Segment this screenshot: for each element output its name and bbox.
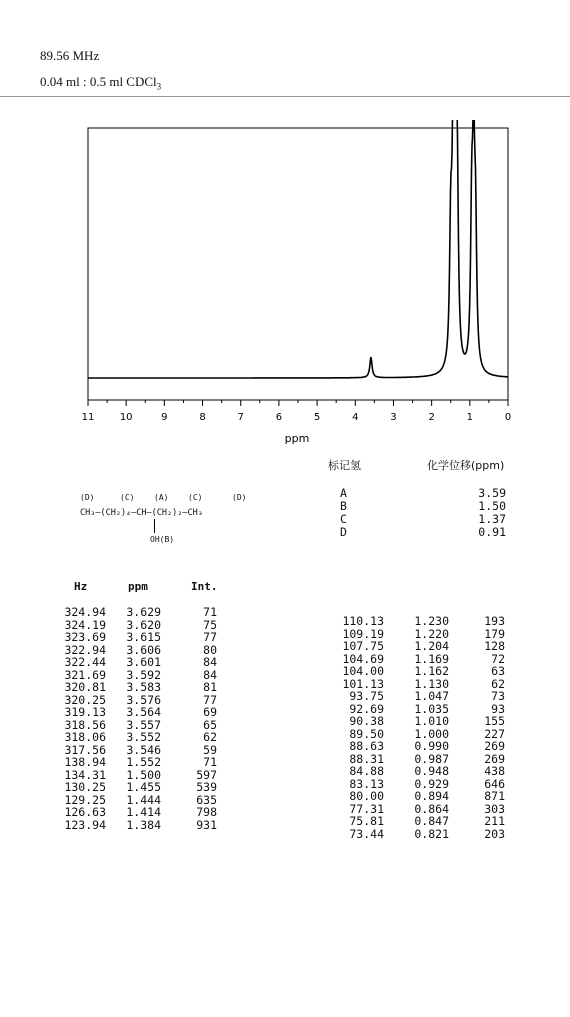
solvent-subscript: 3 <box>156 81 162 92</box>
peak-int: 211 <box>484 814 505 828</box>
peak-hz: 134.31 <box>64 767 106 782</box>
peak-hz: 83.13 <box>349 776 384 791</box>
table-row <box>64 806 217 819</box>
assign-header-label: 标记氢 <box>328 459 361 472</box>
peak-int: 81 <box>203 680 217 694</box>
nmr-spectrum-chart <box>0 120 570 450</box>
x-tick-label: 6 <box>275 412 283 423</box>
table-row <box>64 656 217 669</box>
peak-int: 179 <box>484 626 505 641</box>
peak-ppm: 3.576 <box>126 692 161 707</box>
table-row <box>340 615 505 628</box>
table-row <box>64 681 217 694</box>
peak-ppm: 1.000 <box>414 726 449 741</box>
peak-ppm: 3.615 <box>126 630 161 644</box>
peak-hz: 104.69 <box>342 651 384 666</box>
assign-shift: 3.59 <box>478 486 506 500</box>
peak-ppm: 3.606 <box>126 642 161 657</box>
x-axis-label: ppm <box>284 432 310 445</box>
struct-label-a: (A) <box>154 493 169 502</box>
peak-int: 203 <box>484 826 505 841</box>
struct-label-d2: (D) <box>232 493 247 502</box>
x-tick-label: 0 <box>504 412 512 423</box>
peak-int: 155 <box>484 714 505 728</box>
peak-hz: 109.19 <box>342 626 384 641</box>
peak-header-int: Int. <box>191 580 218 593</box>
x-axis-ticks <box>82 400 512 423</box>
table-row <box>340 765 505 778</box>
peak-int: 128 <box>484 639 505 653</box>
table-row <box>340 815 505 828</box>
assign-header-shift: 化学位移(ppm) <box>427 459 505 472</box>
peak-ppm: 3.601 <box>126 655 161 669</box>
peak-ppm: 3.620 <box>126 617 161 632</box>
peak-int: 80 <box>203 642 217 657</box>
peak-ppm: 0.821 <box>414 826 449 841</box>
table-row <box>340 526 506 539</box>
structure-bond-oh <box>154 519 155 533</box>
table-row <box>64 781 217 794</box>
peak-ppm: 1.204 <box>414 639 449 653</box>
peak-ppm: 1.169 <box>414 651 449 666</box>
peak-hz: 84.88 <box>349 764 384 778</box>
peak-hz: 88.63 <box>349 739 384 753</box>
peak-hz: 320.81 <box>64 680 106 694</box>
peak-ppm: 0.948 <box>414 764 449 778</box>
x-tick-label: 1 <box>466 412 474 423</box>
peak-hz: 110.13 <box>342 614 384 628</box>
peak-hz: 101.13 <box>342 676 384 691</box>
peak-hz: 318.06 <box>64 730 106 744</box>
peak-hz: 321.69 <box>64 667 106 682</box>
peak-int: 635 <box>196 792 217 807</box>
peak-hz: 322.94 <box>64 642 106 657</box>
assign-shift: 1.50 <box>478 499 506 513</box>
peak-hz: 80.00 <box>349 789 384 803</box>
peak-hz: 317.56 <box>64 742 106 757</box>
peak-int: 539 <box>196 780 217 794</box>
assign-label: D <box>340 525 347 539</box>
table-row <box>64 606 217 619</box>
peak-ppm: 1.455 <box>126 780 161 794</box>
table-row <box>64 819 217 832</box>
peak-ppm: 1.500 <box>126 767 161 782</box>
peak-int: 84 <box>203 667 217 682</box>
x-tick-label: 4 <box>352 412 359 423</box>
solvent-info <box>40 74 161 92</box>
peak-hz: 88.31 <box>349 751 384 766</box>
struct-label-c2: (C) <box>188 493 203 502</box>
x-tick-label: 3 <box>390 412 397 423</box>
peak-ppm: 0.864 <box>414 801 449 816</box>
peak-ppm: 0.990 <box>414 739 449 753</box>
table-row <box>64 631 217 644</box>
peak-int: 62 <box>491 676 505 691</box>
peak-hz: 90.38 <box>349 714 384 728</box>
x-tick-label: 2 <box>428 412 435 423</box>
peak-hz: 138.94 <box>64 755 106 769</box>
peak-table-right <box>340 615 505 840</box>
assign-label: B <box>340 499 347 513</box>
peak-hz: 324.94 <box>64 605 106 619</box>
peak-int: 73 <box>491 689 505 703</box>
peak-ppm: 0.894 <box>414 789 449 803</box>
table-row <box>340 828 505 841</box>
peak-hz: 123.94 <box>64 817 106 832</box>
peak-int: 303 <box>484 801 505 816</box>
assign-label: A <box>340 486 347 500</box>
structure-formula: CH₃—(CH₂)₄—CH—(CH₂)₂—CH₃ <box>80 508 203 518</box>
peak-hz: 73.44 <box>349 826 384 841</box>
peak-int: 77 <box>203 630 217 644</box>
peak-int: 597 <box>196 767 217 782</box>
peak-hz: 320.25 <box>64 692 106 707</box>
peak-header-ppm: ppm <box>128 580 148 593</box>
peak-int: 63 <box>491 664 505 678</box>
peak-int: 69 <box>203 705 217 719</box>
peak-hz: 89.50 <box>349 726 384 741</box>
table-row <box>64 706 217 719</box>
peak-int: 931 <box>196 817 217 832</box>
peak-hz: 93.75 <box>349 689 384 703</box>
peak-int: 71 <box>203 755 217 769</box>
peak-int: 646 <box>484 776 505 791</box>
peak-ppm: 1.162 <box>414 664 449 678</box>
table-row <box>340 640 505 653</box>
x-tick-label: 9 <box>161 412 168 423</box>
header-divider <box>0 96 570 97</box>
peak-ppm: 3.557 <box>126 717 161 732</box>
table-row <box>340 690 505 703</box>
table-row <box>340 790 505 803</box>
x-tick-label: 7 <box>237 412 244 423</box>
peak-int: 72 <box>491 651 505 666</box>
peak-int: 93 <box>491 701 505 716</box>
peak-int: 269 <box>484 751 505 766</box>
peak-int: 227 <box>484 726 505 741</box>
peak-ppm: 0.987 <box>414 751 449 766</box>
peak-hz: 319.13 <box>64 705 106 719</box>
assign-shift: 0.91 <box>478 525 506 539</box>
peak-ppm: 0.929 <box>414 776 449 791</box>
assign-shift: 1.37 <box>478 512 506 526</box>
peak-ppm: 3.629 <box>126 605 161 619</box>
table-row <box>64 731 217 744</box>
peak-int: 193 <box>484 614 505 628</box>
table-row <box>340 715 505 728</box>
peak-hz: 318.56 <box>64 717 106 732</box>
peak-int: 65 <box>203 717 217 732</box>
peak-int: 62 <box>203 730 217 744</box>
peak-int: 84 <box>203 655 217 669</box>
table-row <box>340 740 505 753</box>
struct-label-d1: (D) <box>80 493 95 502</box>
solvent-text: 0.04 ml : 0.5 ml CDCl <box>40 74 157 89</box>
peak-hz: 324.19 <box>64 617 106 632</box>
peak-ppm: 3.552 <box>126 730 161 744</box>
peak-hz: 107.75 <box>342 639 384 653</box>
peak-ppm: 1.384 <box>126 817 161 832</box>
peak-int: 71 <box>203 605 217 619</box>
peak-int: 59 <box>203 742 217 757</box>
peak-ppm: 3.546 <box>126 742 161 757</box>
x-tick-label: 8 <box>199 412 206 423</box>
peak-ppm: 1.130 <box>414 676 449 691</box>
peak-ppm: 1.035 <box>414 701 449 716</box>
peak-ppm: 1.552 <box>126 755 161 769</box>
peak-int: 75 <box>203 617 217 632</box>
peak-int: 438 <box>484 764 505 778</box>
peak-int: 77 <box>203 692 217 707</box>
peak-ppm: 3.583 <box>126 680 161 694</box>
peak-int: 798 <box>196 805 217 819</box>
peak-ppm: 1.010 <box>414 714 449 728</box>
peak-hz: 104.00 <box>342 664 384 678</box>
x-tick-label: 10 <box>119 412 133 423</box>
peak-hz: 322.44 <box>64 655 106 669</box>
peak-ppm: 0.847 <box>414 814 449 828</box>
assignment-table <box>340 487 506 539</box>
x-tick-label: 11 <box>81 412 95 423</box>
peak-hz: 92.69 <box>349 701 384 716</box>
peak-ppm: 3.592 <box>126 667 161 682</box>
peak-ppm: 3.564 <box>126 705 161 719</box>
assign-label: C <box>340 512 347 526</box>
spectrum-trace <box>88 120 508 378</box>
table-row <box>64 756 217 769</box>
peak-hz: 77.31 <box>349 801 384 816</box>
structure-oh: OH(B) <box>150 535 175 544</box>
peak-table-left <box>64 606 217 831</box>
spectrometer-frequency: 89.56 MHz <box>40 48 100 63</box>
peak-ppm: 1.444 <box>126 792 161 807</box>
peak-hz: 323.69 <box>64 630 106 644</box>
peak-header-hz: Hz <box>74 580 88 593</box>
peak-ppm: 1.414 <box>126 805 161 819</box>
peak-int: 269 <box>484 739 505 753</box>
peak-hz: 75.81 <box>349 814 384 828</box>
struct-label-c1: (C) <box>120 493 135 502</box>
peak-ppm: 1.220 <box>414 626 449 641</box>
x-tick-label: 5 <box>313 412 321 423</box>
peak-hz: 126.63 <box>64 805 106 819</box>
peak-int: 871 <box>484 789 505 803</box>
table-row <box>340 665 505 678</box>
peak-hz: 130.25 <box>64 780 106 794</box>
peak-ppm: 1.047 <box>414 689 449 703</box>
peak-hz: 129.25 <box>64 792 106 807</box>
peak-ppm: 1.230 <box>414 614 449 628</box>
